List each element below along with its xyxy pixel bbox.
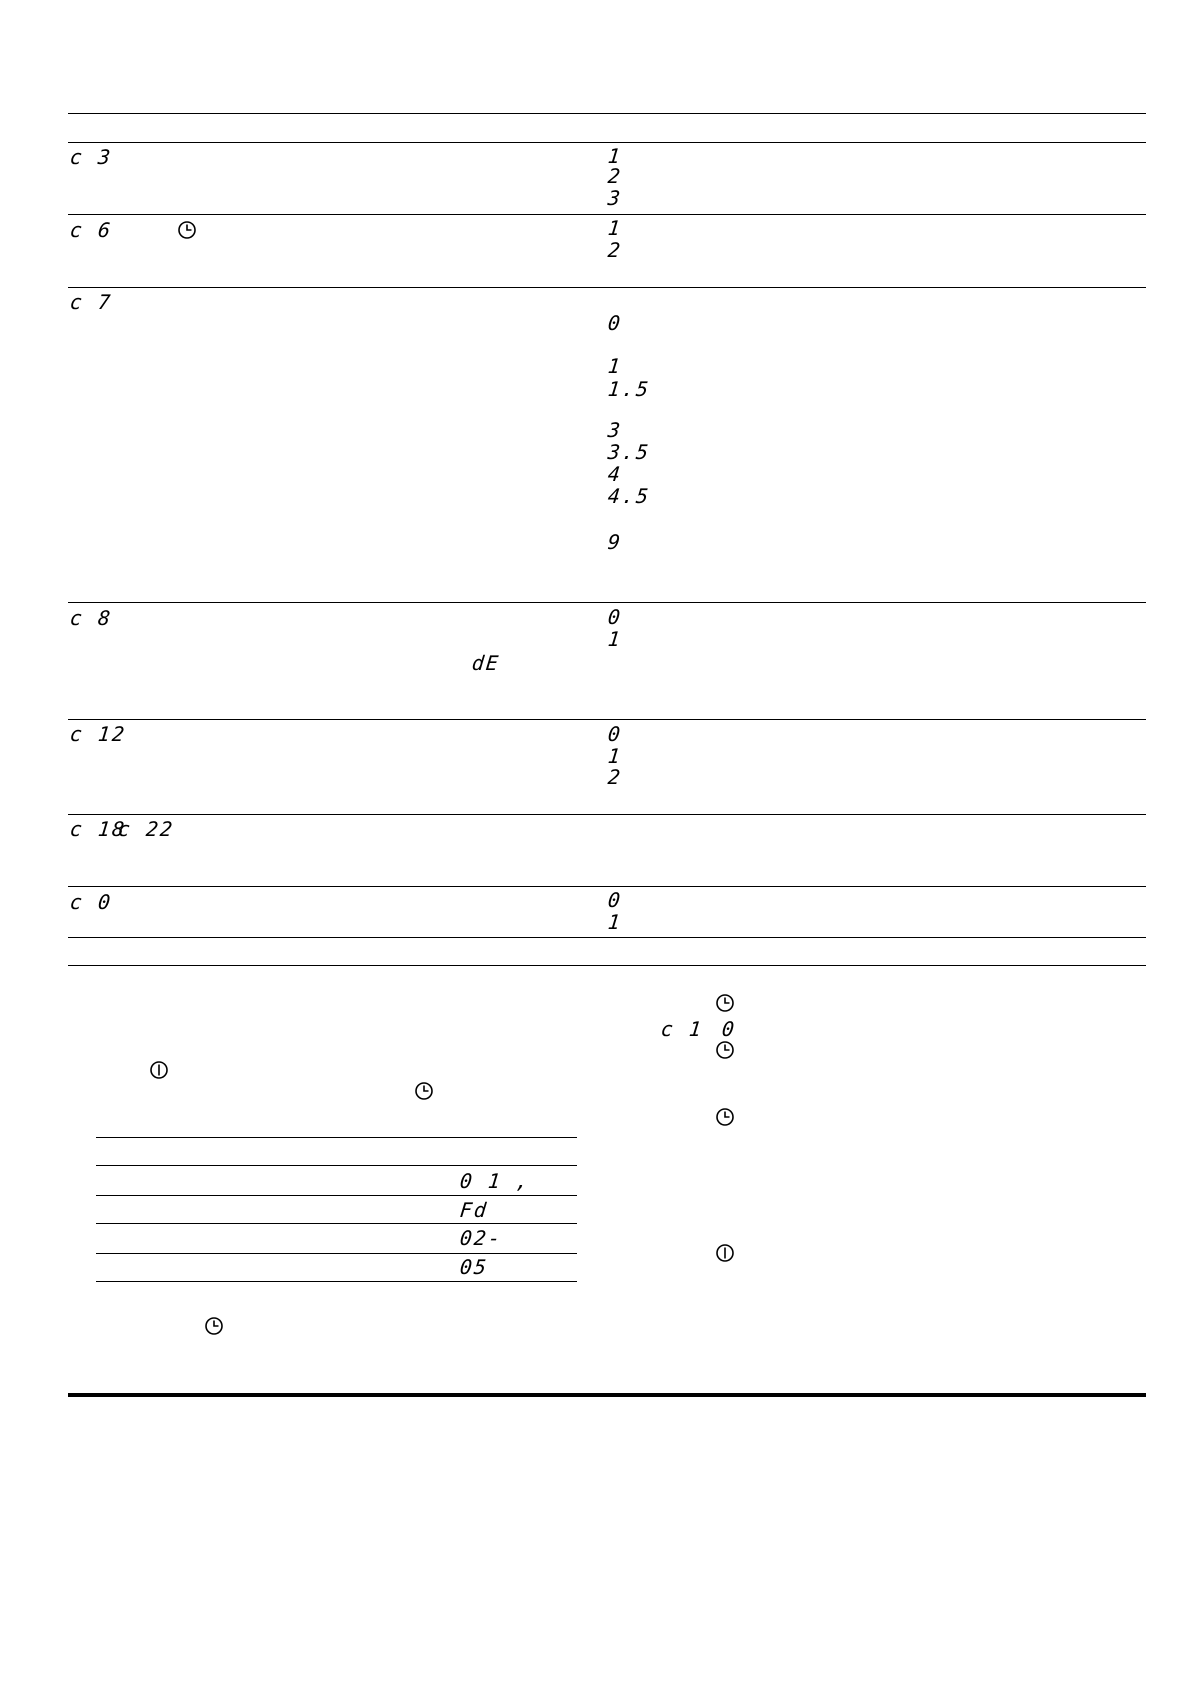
display-code: Fd: [458, 1198, 490, 1222]
setting-code-range-end: c 22: [116, 817, 176, 841]
display-table-bottom-rule: [96, 1281, 577, 1282]
setting-code: c 6: [68, 218, 114, 242]
row-divider: [68, 214, 1146, 215]
setting-value: 3: [606, 418, 624, 442]
setting-value: 1: [606, 216, 624, 240]
setting-value: 0: [606, 888, 624, 912]
table-top-rule: [68, 113, 1146, 114]
clock-icon: [177, 220, 197, 240]
setting-code: c 0: [68, 890, 114, 914]
display-table-divider: [96, 1195, 577, 1196]
setting-value: 3.5: [606, 440, 652, 464]
setting-value: 9: [606, 530, 624, 554]
setting-code: c 3: [68, 145, 114, 169]
table-bottom-rule: [68, 965, 1146, 966]
power-icon: [715, 1243, 735, 1263]
row-divider: [68, 886, 1146, 887]
setting-value: 1.5: [606, 377, 652, 401]
setting-code-range-start: c 18: [68, 817, 128, 841]
row-divider: [68, 602, 1146, 603]
display-table-top-rule: [96, 1137, 577, 1138]
setting-value: 1: [606, 627, 624, 651]
setting-value: 0: [606, 722, 624, 746]
setting-value: 1: [606, 144, 624, 168]
display-code: 02-: [458, 1226, 504, 1250]
setting-code: c 7: [68, 290, 114, 314]
clock-icon: [204, 1316, 224, 1336]
row-divider: [68, 814, 1146, 815]
display-code-inline: dE: [470, 651, 502, 675]
setting-value: 1: [606, 744, 624, 768]
display-code: 05: [458, 1255, 490, 1279]
setting-value: 0: [606, 311, 624, 335]
setting-value: 2: [606, 238, 624, 262]
row-divider: [68, 719, 1146, 720]
row-divider: [68, 142, 1146, 143]
power-icon: [149, 1060, 169, 1080]
clock-icon: [715, 1040, 735, 1060]
display-table-divider: [96, 1165, 577, 1166]
setting-code: c 8: [68, 606, 114, 630]
setting-value: 0: [606, 605, 624, 629]
clock-icon: [715, 1107, 735, 1127]
setting-value: 1: [606, 354, 624, 378]
display-table-divider: [96, 1253, 577, 1254]
setting-code: c 1: [659, 1017, 705, 1041]
row-divider: [68, 937, 1146, 938]
clock-icon: [414, 1081, 434, 1101]
setting-value: 4.5: [606, 484, 652, 508]
setting-value: 0: [720, 1017, 738, 1041]
setting-value: 2: [606, 765, 624, 789]
clock-icon: [715, 993, 735, 1013]
display-table-divider: [96, 1223, 577, 1224]
setting-value: 1: [606, 910, 624, 934]
display-code: 0 1 ,: [458, 1169, 532, 1193]
page-section-rule: [68, 1393, 1146, 1397]
row-divider: [68, 287, 1146, 288]
setting-code: c 12: [68, 722, 128, 746]
setting-value: 2: [606, 164, 624, 188]
setting-value: 3: [606, 186, 624, 210]
setting-value: 4: [606, 462, 624, 486]
